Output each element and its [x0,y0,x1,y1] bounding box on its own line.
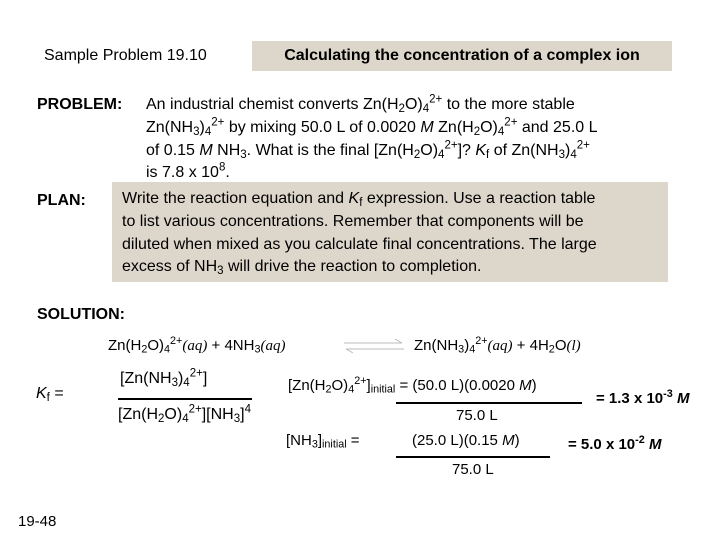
reaction-reactants: $Zn(H_2O)_4^{2+}(aq) + 4NH_3(aq)$ [108,335,286,356]
nh3-initial-label: $[NH_3]_{initial}$ = [286,432,360,451]
zn-volume-total: 75.0 L [456,407,498,424]
problem-line-3: of 0.15 M $NH_3$. What is the final $[Zn(H_2O)_4^{2+}]$? $K_f$ of $Zn(NH_3)_4^{2+}$ [146,139,590,161]
plan-line-3: diluted when mixed as you calculate final concentrations. The large [122,236,597,253]
solution-label: SOLUTION: [37,306,125,323]
plan-label: PLAN: [37,192,86,209]
equilibrium-arrow-icon [340,336,408,356]
problem-line-2: $Zn(NH_3)_4^{2+}$ by mixing 50.0 L of 0.0020 M $Zn(H_2O)_4^{2+}$ and 25.0 L [146,116,598,138]
zn-initial-expression: $[Zn(H_2O)_4^{2+}]_{initial} = (50.0$ L)(0.0020 M) [288,375,537,396]
zn-fraction-bar [396,402,582,404]
page-title: Calculating the concentration of a complex ion [284,47,640,64]
title-banner [252,41,672,71]
kf-fraction-bar [118,398,252,400]
problem-line-1: An industrial chemist converts $Zn(H_2O)_4^{2+}$ to the more stable [146,93,575,115]
problem-line-4: is 7.8 x $10^8$. [146,161,230,181]
plan-line-2: to list various concentrations. Remember that components will be [122,213,584,230]
kf-denominator: $[Zn(H_2O)_4^{2+}][NH_3]^4$ [118,403,251,425]
plan-line-4: excess of $NH_3$ will drive the reaction to completion. [122,258,482,277]
zn-result: = 1.3 x $10^{-3}$ M [596,388,690,407]
kf-numerator: $[Zn(NH_3)_4^{2+}]$ [120,367,208,389]
problem-label: PROBLEM: [37,96,123,113]
plan-line-1: Write the reaction equation and $K_f$ expression. Use a reaction table [122,190,596,209]
reaction-products: $Zn(NH_3)_4^{2+}(aq) + 4H_2O(l)$ [414,335,581,356]
nh3-volume-total: 75.0 L [452,461,494,478]
nh3-fraction-bar [396,456,550,458]
sample-problem-label: Sample Problem 19.10 [44,47,207,64]
nh3-result: = 5.0 x $10^{-2}$ M [568,434,662,453]
kf-label: $K_f$ = [36,385,64,404]
slide-number: 19-48 [18,513,57,530]
nh3-initial-expression: (25.0 L)(0.15 M) [412,432,520,449]
